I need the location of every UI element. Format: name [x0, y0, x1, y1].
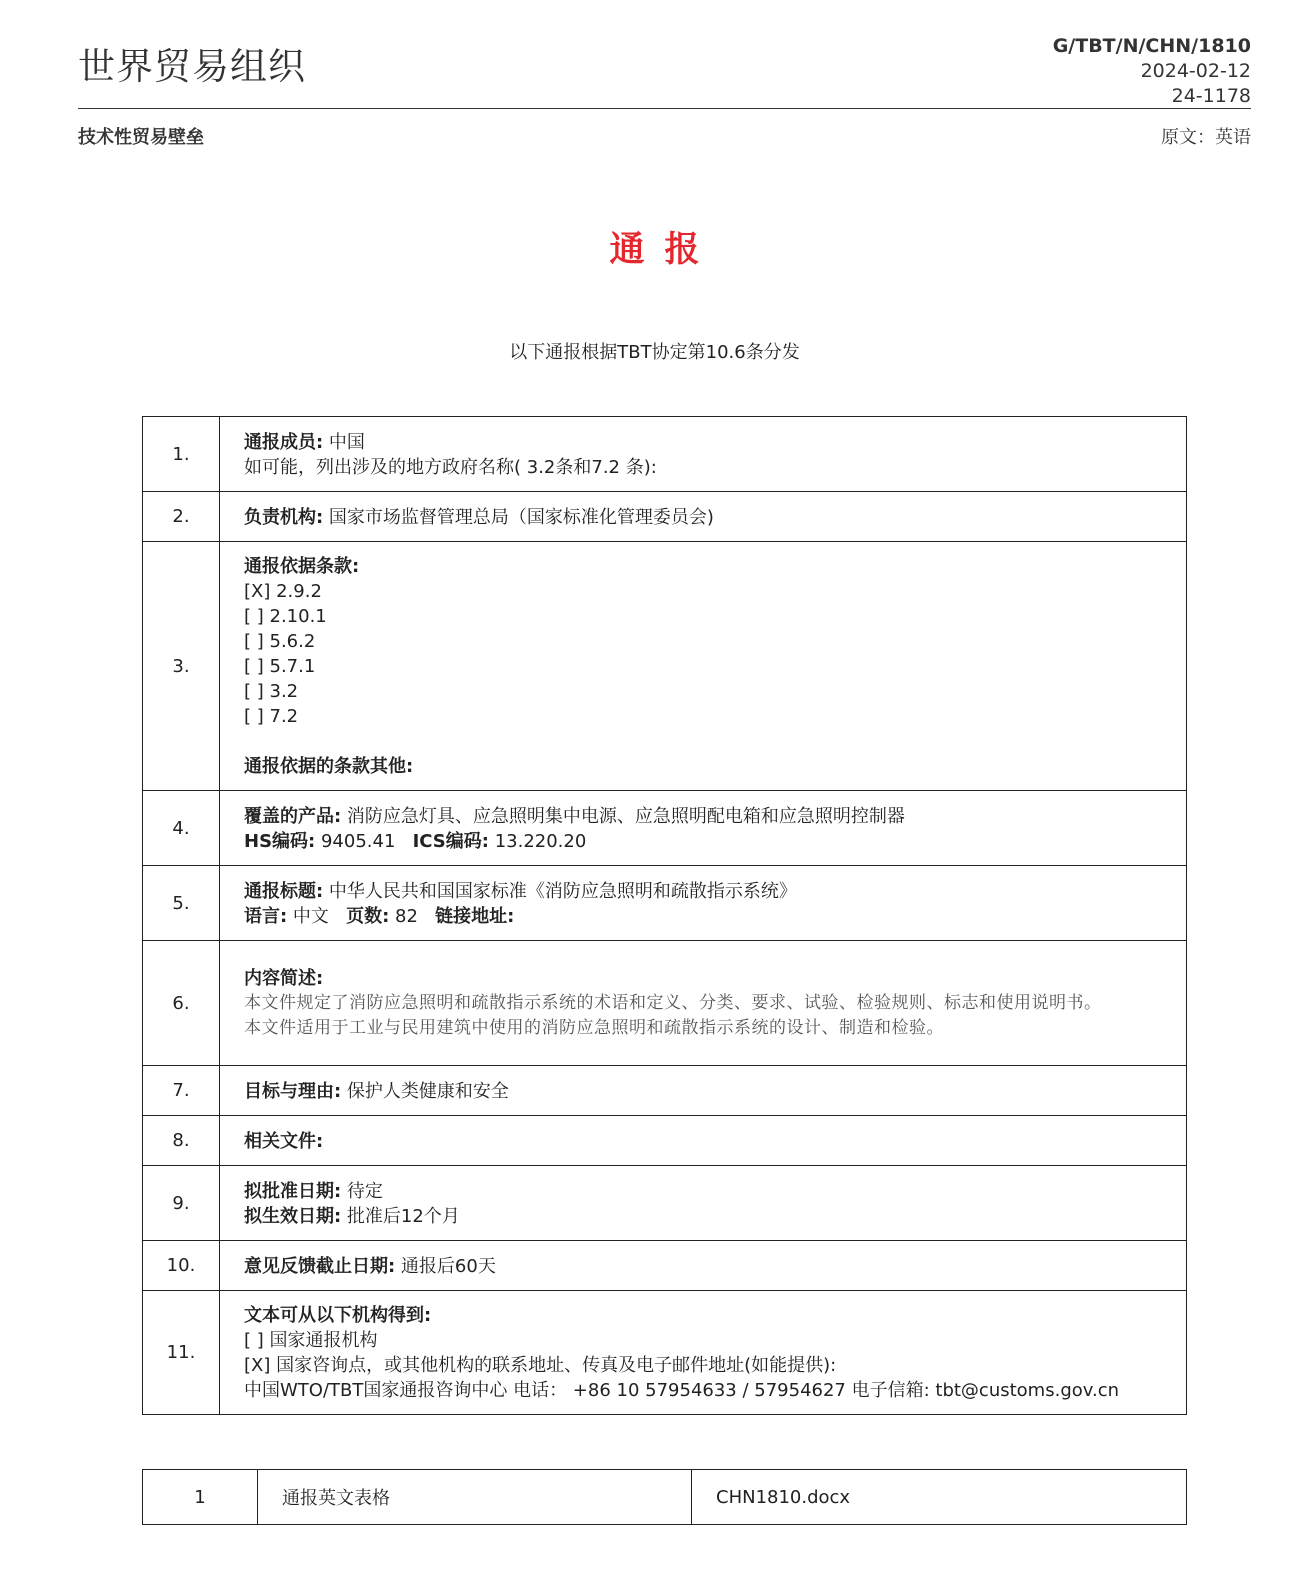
row-number: 5. — [143, 866, 220, 941]
field-label: 覆盖的产品: — [244, 805, 342, 827]
description-text: 本文件适用于工业与民用建筑中使用的消防应急照明和疏散指示系统的设计、制造和检验。 — [244, 1018, 944, 1038]
field-label: 内容简述: — [244, 968, 324, 989]
row-number: 11. — [143, 1291, 220, 1415]
field-label: 意见反馈截止日期: — [244, 1255, 396, 1277]
attachment-description: 通报英文表格 — [258, 1470, 692, 1525]
distribution-note: 以下通报根据TBT协定第10.6条分发 — [509, 342, 800, 363]
row-number: 8. — [143, 1116, 220, 1166]
table-row — [143, 1166, 1187, 1241]
document-date: 2024-02-12 — [1140, 60, 1251, 82]
committee-name: 技术性贸易壁垒 — [78, 127, 204, 148]
original-language: 原文：英语 — [1161, 127, 1251, 148]
list-item: [ ] 2.10.1 — [244, 606, 327, 627]
table-row — [143, 492, 1187, 542]
row-content — [220, 1066, 1187, 1116]
description-text: 本文件规定了消防应急照明和疏散指示系统的术语和定义、分类、要求、试验、检验规则、标志和使用说明书。 — [244, 993, 1102, 1013]
org-title: 世界贸易组织 — [78, 45, 306, 88]
field-label: HS编码: — [244, 830, 316, 852]
row-number: 9. — [143, 1166, 220, 1241]
row-content — [220, 791, 1187, 866]
row-number: 3. — [143, 542, 220, 791]
row-content — [220, 542, 1187, 791]
table-row — [143, 1470, 1187, 1525]
row-content — [220, 417, 1187, 492]
list-item: [ ] 5.6.2 — [244, 631, 316, 652]
field-value: 保护人类健康和安全 — [341, 1080, 509, 1102]
row-number: 6. — [143, 941, 220, 1066]
table-row — [143, 417, 1187, 492]
list-item: [X] 2.9.2 — [244, 581, 322, 602]
document-ref: 24-1178 — [1171, 85, 1251, 107]
row-content — [220, 1116, 1187, 1166]
field-value: 9405.41 — [315, 830, 396, 852]
field-value: 通报后60天 — [395, 1255, 496, 1277]
row-number: 10. — [143, 1241, 220, 1291]
document-meta — [1053, 34, 1251, 109]
table-row — [143, 866, 1187, 941]
field-label: 拟批准日期: — [244, 1180, 342, 1202]
field-label: 链接地址: — [435, 905, 515, 927]
field-value: 批准后12个月 — [341, 1205, 460, 1227]
field-label: ICS编码: — [412, 830, 489, 852]
field-value: 国家市场监督管理总局（国家标准化管理委员会) — [323, 506, 714, 528]
field-label: 负责机构: — [244, 506, 324, 528]
row-content — [220, 866, 1187, 941]
attachment-number: 1 — [143, 1470, 258, 1525]
attachment-file-link[interactable]: CHN1810.docx — [692, 1470, 1187, 1525]
list-item: [ ] 国家通报机构 — [244, 1330, 378, 1351]
row-number: 4. — [143, 791, 220, 866]
row-number: 1. — [143, 417, 220, 492]
notification-table — [142, 416, 1187, 1415]
field-value: 中国 — [323, 431, 365, 453]
field-value: 消防应急灯具、应急照明集中电源、应急照明配电箱和应急照明控制器 — [341, 805, 905, 827]
field-value: 中文 — [287, 905, 329, 927]
field-value: 82 — [389, 905, 418, 927]
list-item: [ ] 3.2 — [244, 681, 299, 702]
notification-heading: 通报 — [609, 230, 720, 270]
row-content — [220, 1291, 1187, 1415]
field-label: 拟生效日期: — [244, 1205, 342, 1227]
document-symbol: G/TBT/N/CHN/1810 — [1052, 35, 1251, 57]
field-value: 如可能，列出涉及的地方政府名称( 3.2条和7.2 条): — [244, 456, 657, 478]
field-label: 相关文件: — [244, 1130, 324, 1152]
row-content — [220, 941, 1187, 1066]
table-row — [143, 1241, 1187, 1291]
row-number: 7. — [143, 1066, 220, 1116]
field-value: 13.220.20 — [488, 830, 587, 852]
row-number: 2. — [143, 492, 220, 542]
list-item: [X] 国家咨询点，或其他机构的联系地址、传真及电子邮件地址(如能提供): — [244, 1355, 837, 1376]
field-value: 中华人民共和国国家标准《消防应急照明和疏散指示系统》 — [323, 880, 797, 902]
table-row — [143, 1291, 1187, 1415]
field-label: 文本可从以下机构得到: — [244, 1305, 432, 1326]
table-row — [143, 791, 1187, 866]
field-label: 页数: — [346, 905, 390, 927]
field-label: 通报依据条款: — [244, 556, 360, 577]
field-label: 语言: — [244, 905, 288, 927]
table-row — [143, 941, 1187, 1066]
header-rule — [78, 108, 1251, 109]
list-item: [ ] 5.7.1 — [244, 656, 316, 677]
row-content — [220, 492, 1187, 542]
field-value: 待定 — [341, 1180, 383, 1202]
field-label: 通报标题: — [244, 880, 324, 902]
row-content — [220, 1241, 1187, 1291]
field-label: 目标与理由: — [244, 1080, 342, 1102]
attachment-table — [142, 1469, 1187, 1525]
table-row — [143, 1116, 1187, 1166]
contact-info: 中国WTO/TBT国家通报咨询中心 电话： +86 10 57954633 / 57954627 电子信箱: tbt@customs.gov.cn — [244, 1380, 1120, 1401]
field-label: 通报成员: — [244, 431, 324, 453]
table-row — [143, 1066, 1187, 1116]
row-content — [220, 1166, 1187, 1241]
field-label: 通报依据的条款其他: — [244, 756, 414, 777]
table-row — [143, 542, 1187, 791]
list-item: [ ] 7.2 — [244, 706, 299, 727]
